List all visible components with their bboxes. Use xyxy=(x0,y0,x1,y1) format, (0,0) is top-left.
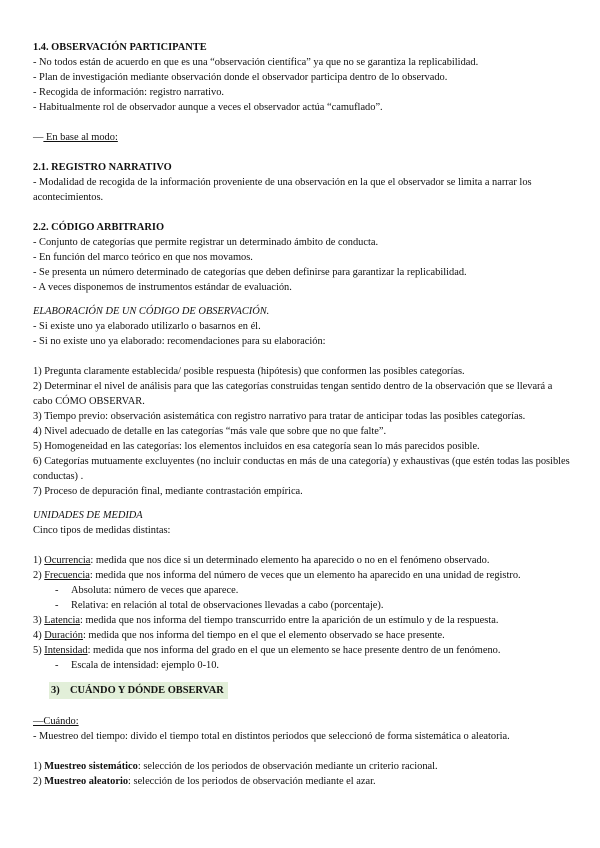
paragraph-line: - Si existe uno ya elaborado utilizarlo o basarnos en él. xyxy=(33,321,261,332)
paragraph-line: - Muestreo del tiempo: divido el tiempo total en distintos periodos que seleccionó de forma sistemática o aleatoria. xyxy=(33,731,510,742)
unidades-heading: UNIDADES DE MEDIDA xyxy=(33,510,143,521)
sub-item xyxy=(33,598,573,613)
dash: — xyxy=(33,132,44,143)
unit-item xyxy=(33,568,573,583)
unit-text: : medida que nos informa del tiempo transcurrido entre la aparición de un estímulo y de la respuesta. xyxy=(80,615,499,626)
unit-number: 5) xyxy=(33,645,45,656)
unit-term: Ocurrencia xyxy=(44,555,91,566)
paragraph-line: - Conjunto de categorías que permite registrar un determinado ámbito de conducta. xyxy=(33,237,379,248)
dash-bullet: - xyxy=(55,660,59,671)
section-heading-2-2: 2.2. CÓDIGO ARBITRARIO xyxy=(33,222,165,233)
paragraph-line: - Habitualmente rol de observador aunque a veces el observador actúa “camuflado”. xyxy=(33,102,383,113)
item-number: 1) xyxy=(33,761,45,772)
section-heading-1-4: 1.4. OBSERVACIÓN PARTICIPANTE xyxy=(33,42,207,53)
unit-item xyxy=(33,553,573,568)
paragraph-line: - En función del marco teórico en que nos movamos. xyxy=(33,252,253,263)
modo-label: En base al modo: xyxy=(43,132,118,143)
step-item: 6) Categorías mutuamente excluyentes (no incluir conductas en más de una categoría) y exhaustivas (que estén todas las posibles conductas) . xyxy=(33,456,570,482)
paragraph-line: - Recogida de información: registro narrativo. xyxy=(33,87,225,98)
unit-number: 2) xyxy=(33,570,45,581)
unit-text: : medida que nos informa del grado en el que un elemento se hace presente dentro de un fenómeno. xyxy=(87,645,501,656)
item-text: : selección de los periodos de observación mediante el azar. xyxy=(128,776,376,787)
step-item: 4) Nivel adecuado de detalle en las categorías “más vale que sobre que no que falte”. xyxy=(33,426,387,437)
section-heading-3 xyxy=(33,682,573,699)
cuando-subheading: —Cuándo: xyxy=(33,716,79,727)
units-intro: Cinco tipos de medidas distintas: xyxy=(33,525,171,536)
document-page xyxy=(33,40,573,789)
item-term: Muestreo sistemático xyxy=(44,761,138,772)
unit-item xyxy=(33,613,573,628)
elaboracion-heading: ELABORACIÓN DE UN CÓDIGO DE OBSERVACIÓN. xyxy=(33,306,270,317)
paragraph-line: - A veces disponemos de instrumentos estándar de evaluación. xyxy=(33,282,292,293)
unit-number: 4) xyxy=(33,630,45,641)
step-item: 5) Homogeneidad en las categorías: los elementos incluidos en esa categoría sean lo más parecidos posible. xyxy=(33,441,480,452)
step-item: 7) Proceso de depuración final, mediante contrastación empírica. xyxy=(33,486,303,497)
unit-text: : medida que nos informa del tiempo en el que el elemento observado se hace presente. xyxy=(82,630,445,641)
paragraph: - Modalidad de recogida de la información proveniente de una observación en la que el observador se limita a narrar los acontecimientos. xyxy=(33,177,532,203)
paragraph-line: - Se presenta un número determinado de categorías que deben definirse para garantizar la replicabilidad. xyxy=(33,267,467,278)
unit-number: 1) xyxy=(33,555,45,566)
step-item: 1) Pregunta claramente establecida/ posible respuesta (hipótesis) que conformen las posibles categorías. xyxy=(33,366,465,377)
sub-item xyxy=(33,583,573,598)
unit-item xyxy=(33,628,573,643)
sub-item-text: Escala de intensidad: ejemplo 0-10. xyxy=(71,660,220,671)
unit-text: : medida que nos informa del número de veces que un elemento ha aparecido en una unidad de registro. xyxy=(89,570,521,581)
unit-term: Duración xyxy=(44,630,83,641)
unit-term: Frecuencia xyxy=(44,570,90,581)
unit-term: Latencia xyxy=(44,615,81,626)
step-item: 3) Tiempo previo: observación asistemática con registro narrativo para tratar de anticipar todas las posibles categorías. xyxy=(33,411,526,422)
unit-term: Intensidad xyxy=(44,645,88,656)
step-item: 2) Determinar el nivel de análisis para que las categorías construidas tengan sentido dentro de la observación que se llevará a cabo CÓMO OBSERVAR. xyxy=(33,381,553,407)
sub-item xyxy=(33,658,573,673)
item-number: 2) xyxy=(33,776,45,787)
dash-bullet: - xyxy=(55,600,59,611)
unit-item xyxy=(33,643,573,658)
unit-text: : medida que nos dice si un determinado elemento ha aparecido o no en el fenómeno observado. xyxy=(90,555,490,566)
item-term: Muestreo aleatorio xyxy=(44,776,129,787)
unit-number: 3) xyxy=(33,615,45,626)
dash-bullet: - xyxy=(55,585,59,596)
item-text: : selección de los periodos de observación mediante un criterio racional. xyxy=(137,761,438,772)
muestreo-item xyxy=(33,774,573,789)
sub-item-text: Absoluta: número de veces que aparece. xyxy=(71,585,239,596)
highlighted-heading: 3) CUÁNDO Y DÓNDE OBSERVAR xyxy=(49,682,228,699)
subheading-modo xyxy=(33,130,573,145)
paragraph-line: - Plan de investigación mediante observación donde el observador participa dentro de lo observado. xyxy=(33,72,448,83)
muestreo-item xyxy=(33,759,573,774)
paragraph-line: - Si no existe uno ya elaborado: recomendaciones para su elaboración: xyxy=(33,336,326,347)
paragraph-line: - No todos están de acuerdo en que es una “observación científica” ya que no se garantiza la replicabilidad. xyxy=(33,57,479,68)
sub-item-text: Relativa: en relación al total de observaciones llevadas a cabo (porcentaje). xyxy=(71,600,384,611)
section-heading-2-1: 2.1. REGISTRO NARRATIVO xyxy=(33,162,172,173)
